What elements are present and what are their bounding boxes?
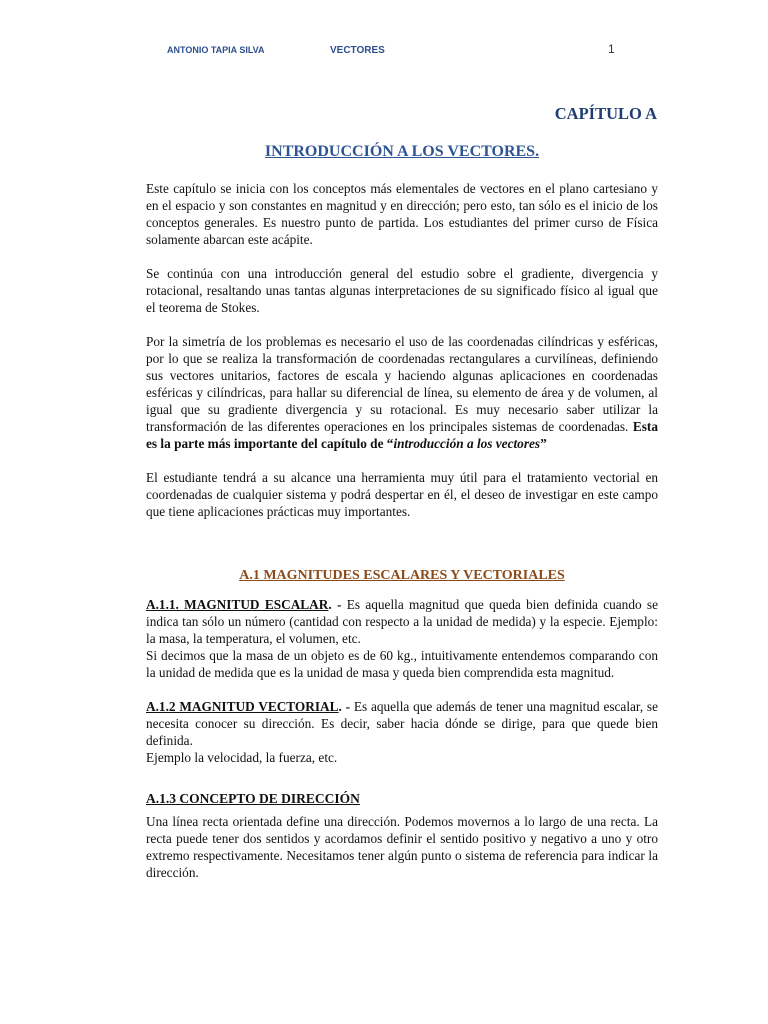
scalar-magnitude-paragraph: [146, 596, 658, 647]
vector-magnitude-term: A.1.2 MAGNITUD VECTORIAL: [146, 699, 339, 714]
direction-concept-paragraph: Una línea recta orientada define una dirección. Podemos movernos a lo largo de una recta. La recta puede tener dos sentidos y acordamos definir el sentido positivo y negativo a uno y otro extremo respectivamente. Necesitamos tener algún punto o sistema de referencia para indicar la dirección.: [146, 814, 658, 880]
intro-paragraph-2: Se continúa con una introducción general del estudio sobre el gradiente, divergencia y rotacional, resaltando unas tantas algunas interpretaciones de su significado físico al igual que el teorema de Stokes.: [146, 266, 658, 315]
vector-magnitude-sep: . -: [338, 699, 354, 714]
page-number: 1: [608, 42, 615, 56]
direction-concept-title: A.1.3 CONCEPTO DE DIRECCIÓN: [146, 791, 360, 806]
intro-paragraph-3: [146, 333, 658, 452]
scalar-magnitude-sep: . -: [328, 597, 347, 612]
vector-magnitude-example: Ejemplo la velocidad, la fuerza, etc.: [146, 750, 338, 765]
bold-phrase: Esta es la parte más importante del capítulo de “: [146, 419, 659, 451]
scalar-magnitude-text: Es aquella magnitud que queda bien definida cuando se indica tan sólo un número (cantidad con respecto a la unidad de medida) y la especie. Ejemplo: la masa, la temperatura, el volumen, etc.: [146, 597, 658, 646]
intro-paragraph-3-text: Por la simetría de los problemas es necesario el uso de las coordenadas cilíndricas y esféricas, por lo que se realiza la transformación de coordenadas rectangulares a curvilíneas, definiendo sus vectores unitarios, factores de escala y haciendo algunas aplicaciones en coordenadas esféricas y cilíndricas, para hallar su diferencial de línea, su elemento de área y de volumen, al igual que su gradiente divergencia y su rotacional. Es muy necesario saber utilizar la transformación de las diferentes operaciones en los principales sistemas de coordenadas.: [146, 334, 658, 434]
document-body: [146, 180, 658, 881]
bold-italic-phrase: introducción a los vectores: [393, 436, 541, 451]
chapter-heading: CAPÍTULO A: [554, 104, 657, 123]
section-title: A.1 MAGNITUDES ESCALARES Y VECTORIALES: [239, 568, 565, 583]
intro-paragraph-1: Este capítulo se inicia con los conceptos más elementales de vectores en el plano cartesiano y en el espacio y son constantes en magnitud y en dirección; pero esto, tan sólo es el inicio de los conceptos generales. Es nuestro punto de partida. Los estudiantes del primer curso de Física solamente abarcan este acápite.: [146, 181, 658, 247]
vector-magnitude-paragraph: [146, 698, 658, 749]
bold-phrase-end: ”: [540, 436, 547, 451]
header-author: ANTONIO TAPIA SILVA: [167, 45, 265, 55]
main-title: INTRODUCCIÓN A LOS VECTORES.: [264, 143, 540, 160]
vector-magnitude-text: Es aquella que además de tener una magnitud escalar, se necesita conocer su dirección. Es decir, saber hacia dónde se dirige, para que quede bien definida.: [146, 699, 659, 748]
intro-paragraph-4: El estudiante tendrá a su alcance una herramienta muy útil para el tratamiento vectorial en coordenadas de cualquier sistema y podrá despertar en él, el deseo de investigar en este campo que tiene aplicaciones prácticas muy importantes.: [146, 470, 658, 519]
scalar-magnitude-term: A.1.1. MAGNITUD ESCALAR: [146, 597, 329, 612]
header-title: VECTORES: [330, 45, 385, 56]
scalar-magnitude-example: Si decimos que la masa de un objeto es de 60 kg., intuitivamente entendemos comparando con la unidad de medida que es la unidad de masa y queda bien comprendida esta magnitud.: [146, 648, 658, 680]
